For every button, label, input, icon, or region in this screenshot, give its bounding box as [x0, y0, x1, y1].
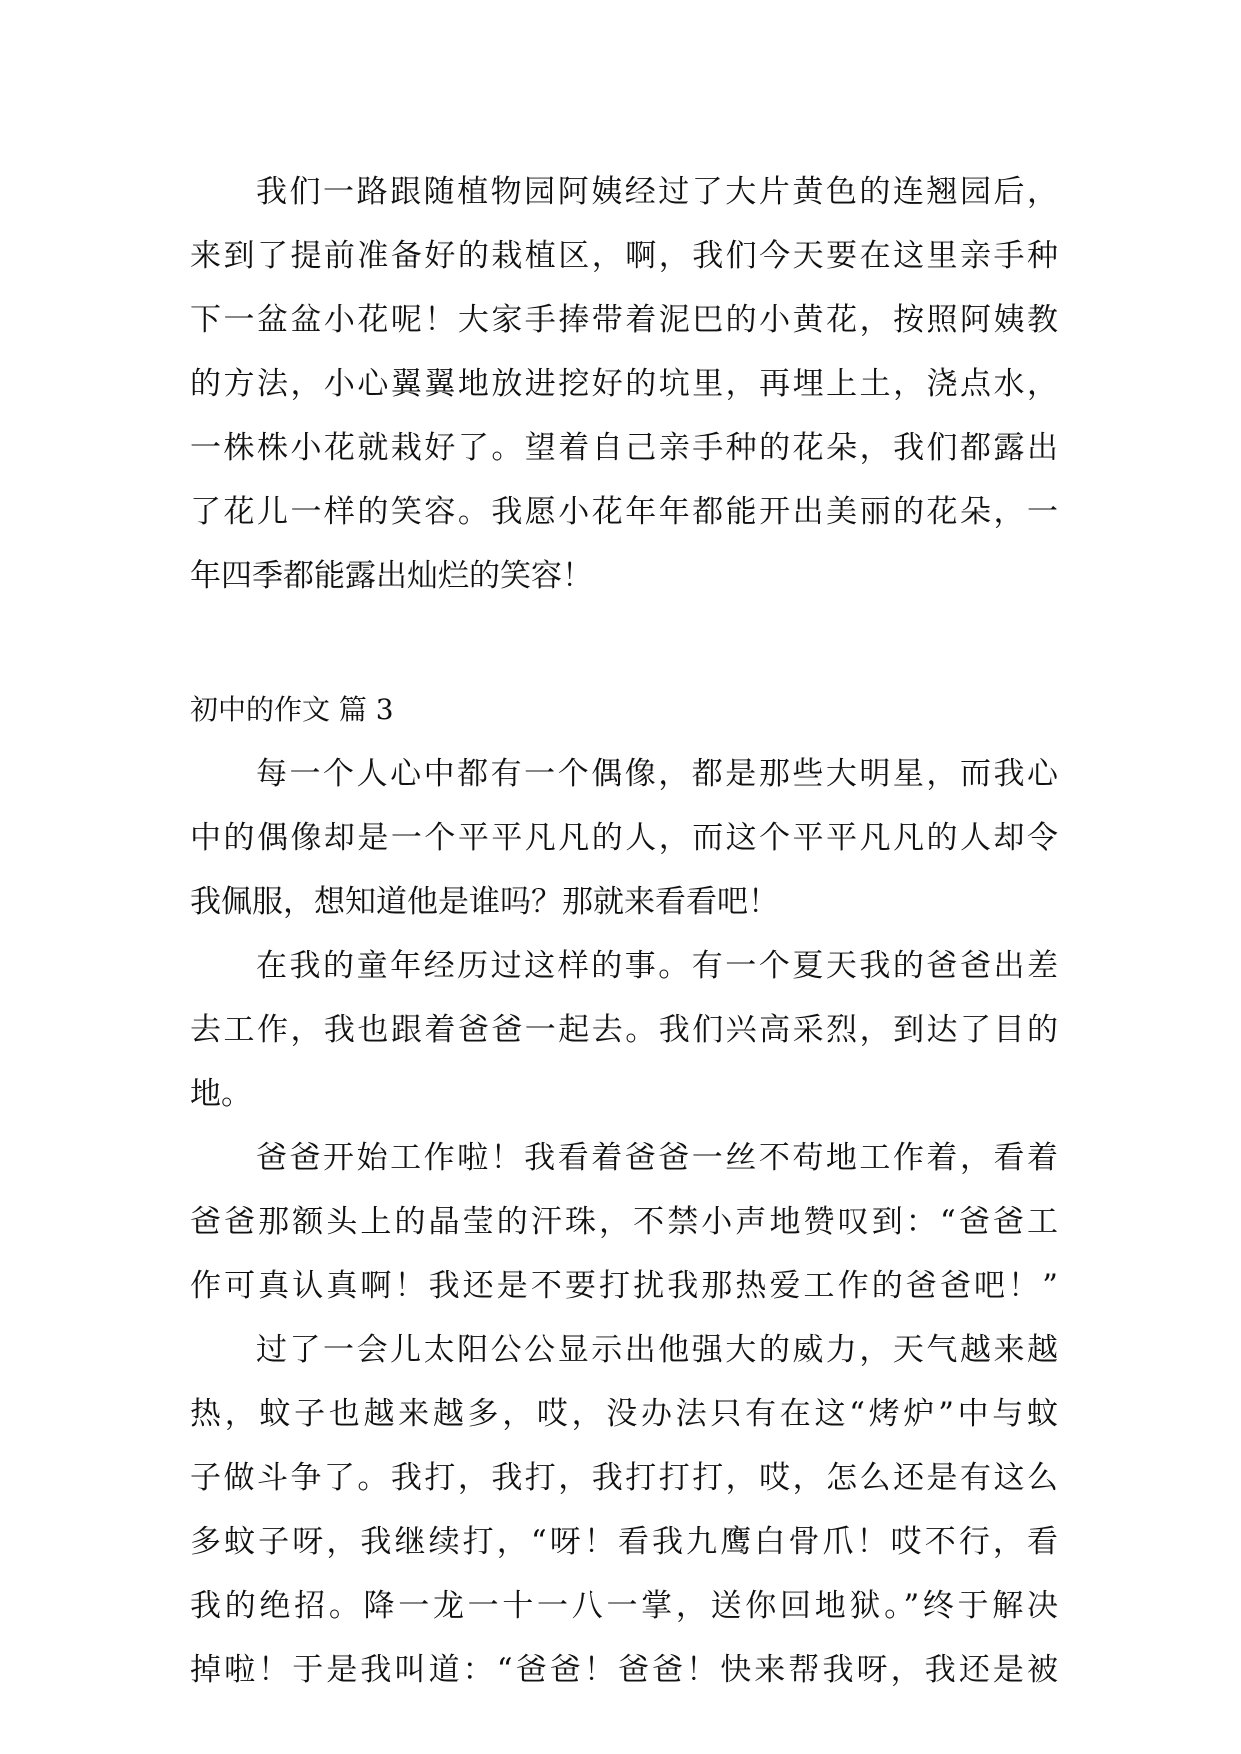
paragraph-line: 我佩服，想知道他是谁吗？那就来看看吧！	[190, 884, 779, 920]
paragraph-line: 了花儿一样的笑容。我愿小花年年都能开出美丽的花朵，一	[190, 494, 1058, 530]
paragraph-4	[190, 1126, 1058, 1318]
document-body	[190, 160, 1058, 1702]
paragraph-line: 过了一会儿太阳公公显示出他强大的威力，天气越来越	[256, 1332, 1058, 1368]
paragraph-line: 热，蚊子也越来越多，哎，没办法只有在这“烤炉”中与蚊	[190, 1396, 1058, 1432]
section-spacer	[190, 608, 1058, 678]
paragraph-5	[190, 1318, 1058, 1702]
paragraph-2	[190, 742, 1058, 934]
paragraph-line: 我的绝招。降一龙一十一八一掌，送你回地狱。”终于解决	[190, 1588, 1058, 1624]
paragraph-line: 爸爸开始工作啦！我看着爸爸一丝不苟地工作着，看着	[256, 1140, 1058, 1176]
section-heading: 初中的作文 篇 3	[190, 693, 394, 726]
paragraph-1	[190, 160, 1058, 608]
paragraph-line: 的方法，小心翼翼地放进挖好的坑里，再埋上土，浇点水，	[190, 366, 1058, 402]
paragraph-line: 我们一路跟随植物园阿姨经过了大片黄色的连翘园后，	[256, 174, 1058, 210]
paragraph-line: 掉啦！于是我叫道：“爸爸！爸爸！快来帮我呀，我还是被	[190, 1652, 1058, 1688]
paragraph-line: 爸爸那额头上的晶莹的汗珠，不禁小声地赞叹到：“爸爸工	[190, 1204, 1058, 1240]
paragraph-line: 作可真认真啊！我还是不要打扰我那热爱工作的爸爸吧！”	[190, 1268, 1058, 1304]
paragraph-line: 一株株小花就栽好了。望着自己亲手种的花朵，我们都露出	[190, 430, 1058, 466]
paragraph-line: 中的偶像却是一个平平凡凡的人，而这个平平凡凡的人却令	[190, 820, 1058, 856]
paragraph-3	[190, 934, 1058, 1126]
paragraph-line: 多蚊子呀，我继续打，“呀！看我九鹰白骨爪！哎不行，看	[190, 1524, 1058, 1560]
paragraph-line: 子做斗争了。我打，我打，我打打打，哎，怎么还是有这么	[190, 1460, 1058, 1496]
paragraph-line: 去工作，我也跟着爸爸一起去。我们兴高采烈，到达了目的	[190, 1012, 1058, 1048]
paragraph-line: 每一个人心中都有一个偶像，都是那些大明星，而我心	[256, 756, 1058, 792]
paragraph-line: 在我的童年经历过这样的事。有一个夏天我的爸爸出差	[256, 948, 1058, 984]
paragraph-line: 下一盆盆小花呢！大家手捧带着泥巴的小黄花，按照阿姨教	[190, 302, 1058, 338]
paragraph-line: 地。	[190, 1076, 252, 1112]
paragraph-line: 年四季都能露出灿烂的笑容！	[190, 558, 593, 594]
paragraph-line: 来到了提前准备好的栽植区，啊，我们今天要在这里亲手种	[190, 238, 1058, 274]
